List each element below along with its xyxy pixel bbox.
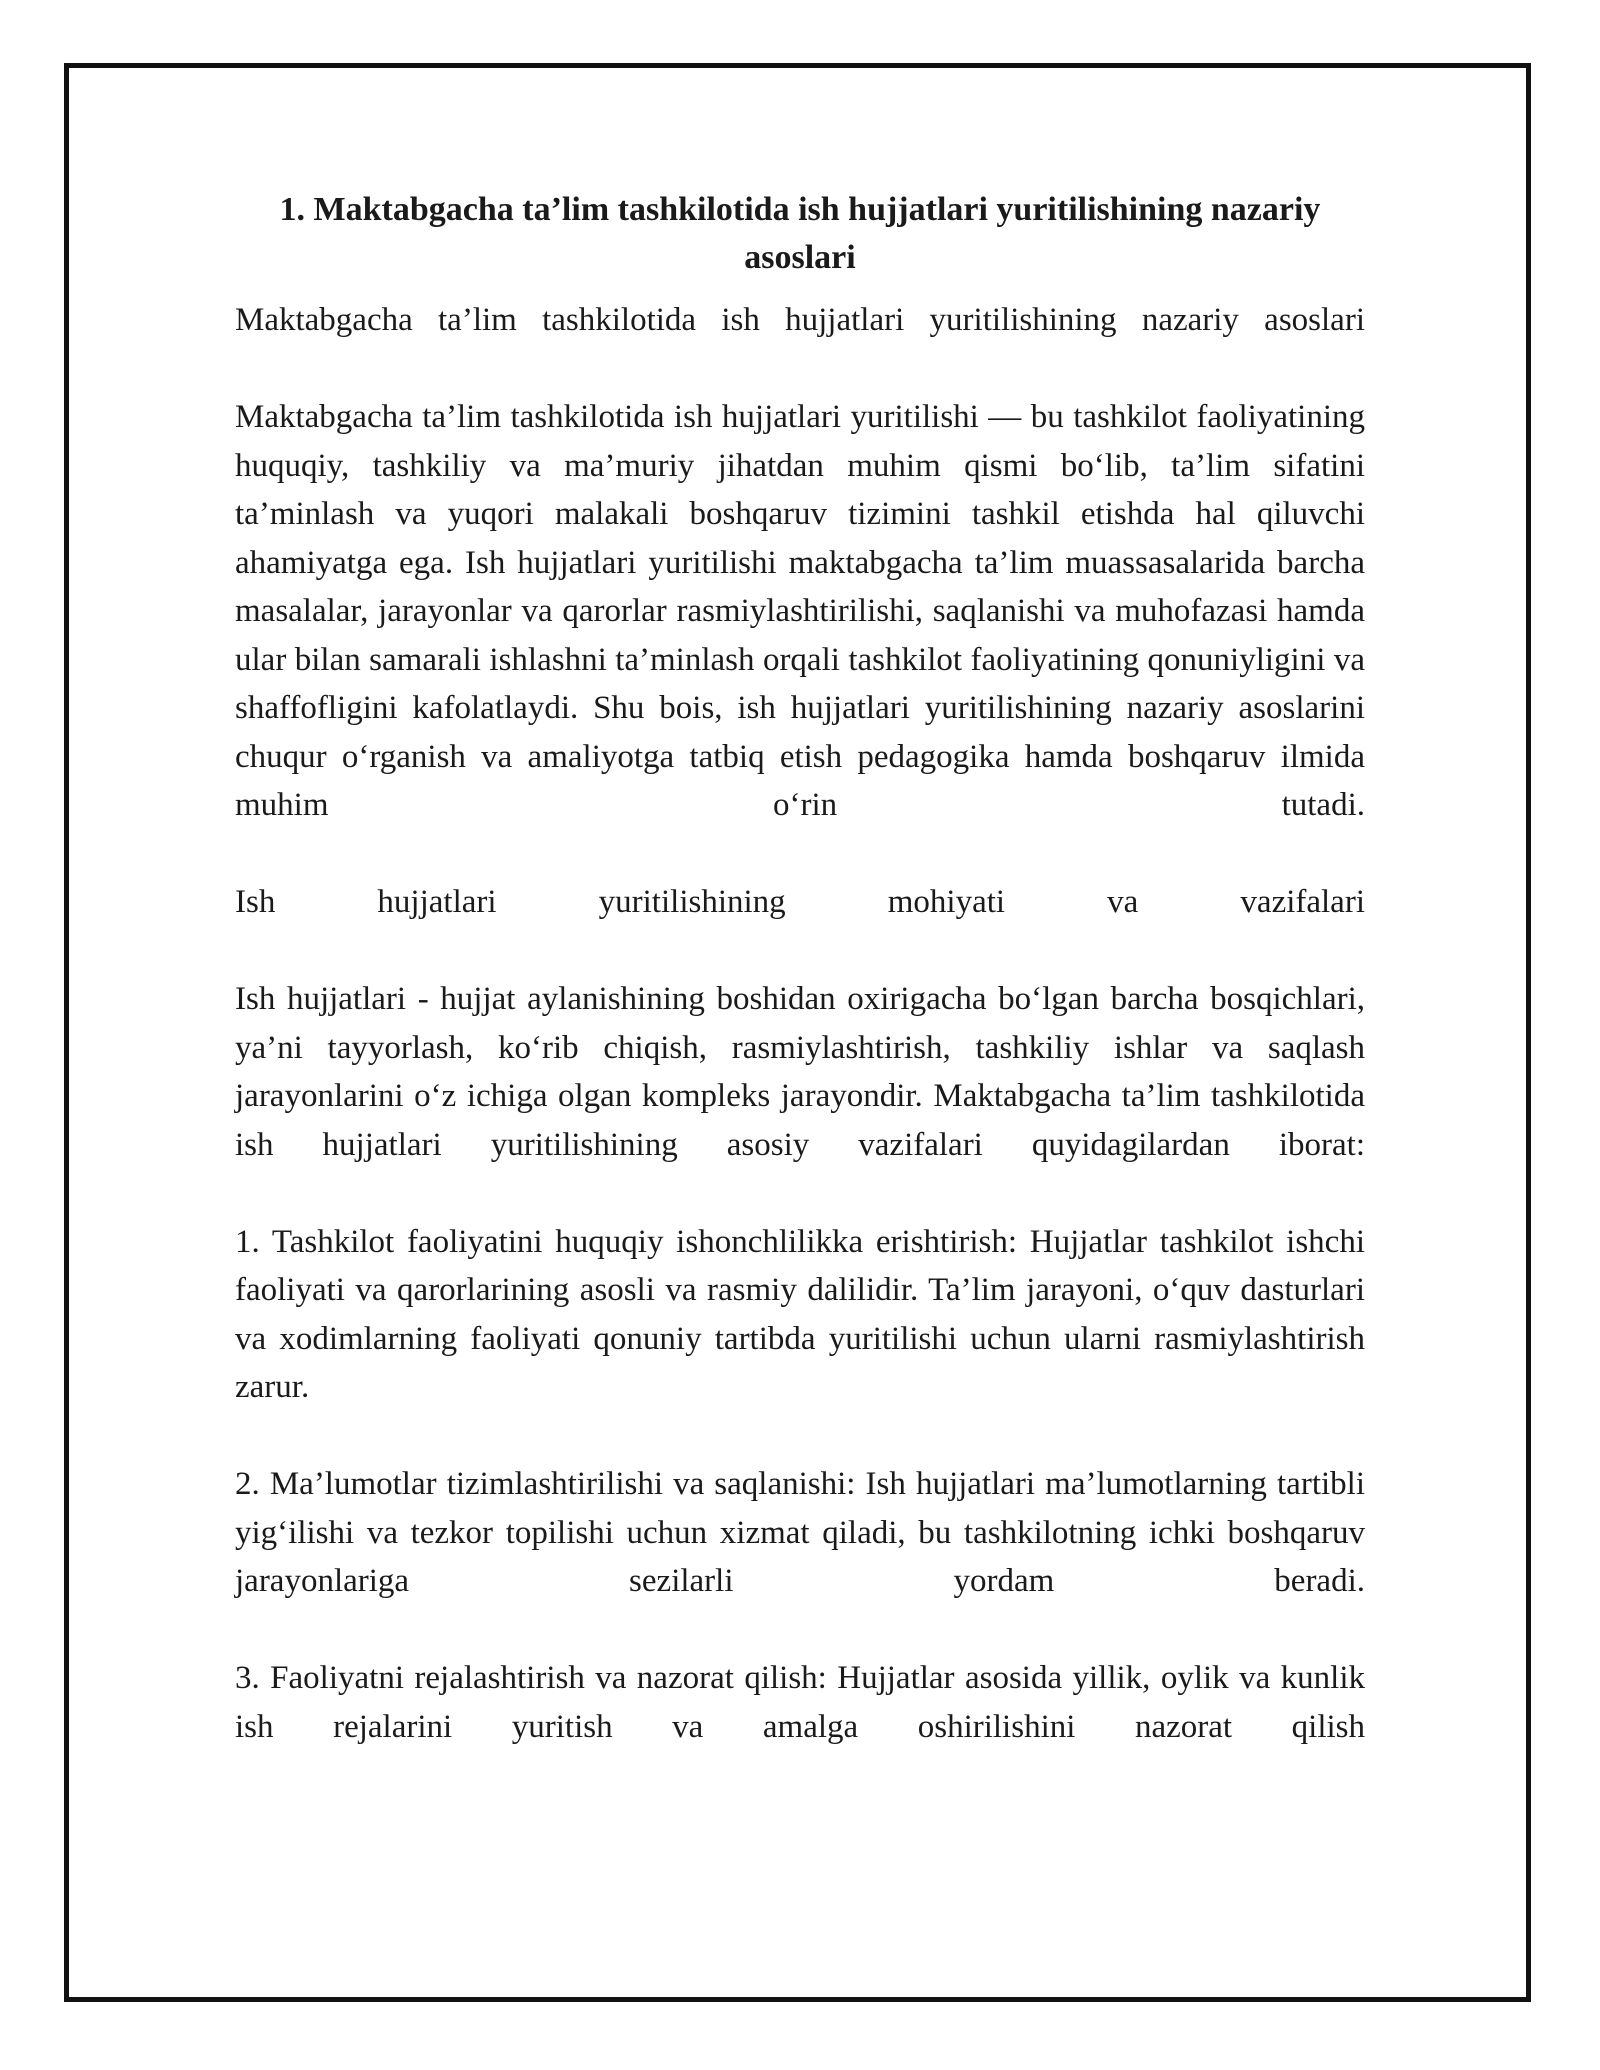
paragraph-intro: Maktabgacha ta’lim tashkilotida ish hujjatlari yuritilishi — bu tashkilot faoliyatining huquqiy, tashkiliy va ma’muriy jihatdan muhim qismi bo‘lib, ta’lim sifatini ta’minlash va yuqori malakali boshqaruv tizimini tashkil etishda hal qiluvchi ahamiyatga ega. Ish hujjatlari yuritilishi maktabgacha ta’lim muassasalarida barcha masalalar, jarayonlar va qarorlar rasmiylashtirilishi, saqlanishi va muhofazasi hamda ular bilan samarali ishlashni ta’minlash orqali tashkilot faoliyatining qonuniyligini va shaffofligini kafolatlaydi. Shu bois, ish hujjatlari yuritilishining nazariy asoslarini chuqur o‘rganish va amaliyotga tatbiq etish pedagogika hamda boshqaruv ilmida muhim o‘rin tutadi. (235, 399, 1365, 823)
document-title: 1. Maktabgacha ta’lim tashkilotida ish hujjatlari yuritilishining nazariy asoslari (279, 191, 1321, 276)
paragraph-item-3: 3. Faoliyatni rejalashtirish va nazorat qilish: Hujjatlar asosida yillik, oylik va kunlik ish rejalarini yuritish va amalga oshirilishini nazorat qilish (235, 1660, 1365, 1745)
paragraph-definition: Ish hujjatlari - hujjat aylanishining boshidan oxirigacha bo‘lgan barcha bosqichlari, ya’ni tayyorlash, ko‘rib chiqish, rasmiylashtirish, tashkiliy ishlar va saqlash jarayonlarini o‘z ichiga olgan kompleks jarayondir. Maktabgacha ta’lim tashkilotida ish hujjatlari yuritilishining asosiy vazifalari quyidagilardan iborat: (235, 981, 1365, 1163)
paragraph-subtitle: Maktabgacha ta’lim tashkilotida ish hujjatlari yuritilishining nazariy asoslari (235, 302, 1365, 338)
paragraph-item-2: 2. Ma’lumotlar tizimlashtirilishi va saqlanishi: Ish hujjatlari ma’lumotlarning tartibli yig‘ilishi va tezkor topilishi uchun xizmat qiladi, bu tashkilotning ichki boshqaruv jarayonlariga sezilarli yordam beradi. (235, 1466, 1365, 1599)
paragraph-section-heading: Ish hujjatlari yuritilishining mohiyati va vazifalari (235, 884, 1365, 920)
paragraph-item-1: 1. Tashkilot faoliyatini huquqiy ishonchlilikka erishtirish: Hujjatlar tashkilot ishchi faoliyati va qarorlarining asosli va rasmiy dalilidir. Ta’lim jarayoni, o‘quv dasturlari va xodimlarning faoliyati qonuniy tartibda yuritilishi uchun ularni rasmiylashtirish zarur. (235, 1223, 1365, 1405)
document-body (235, 186, 1365, 1751)
